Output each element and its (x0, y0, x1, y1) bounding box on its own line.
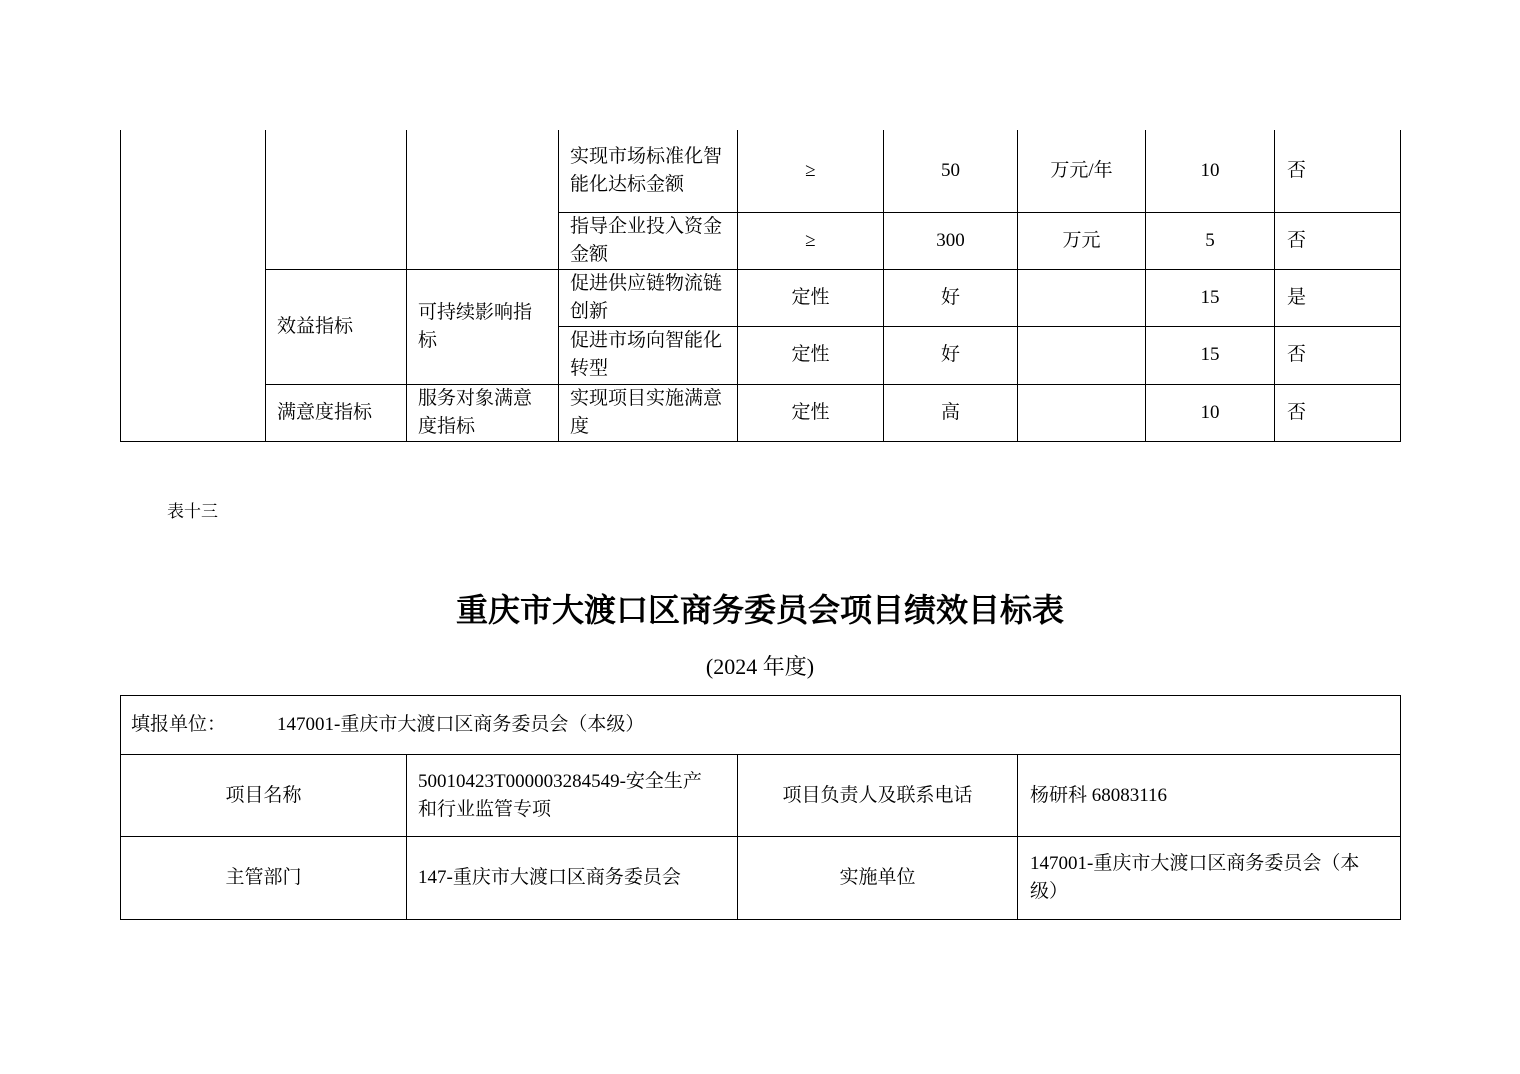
target-cell: 高 (884, 384, 1018, 441)
weight-cell: 10 (1146, 384, 1275, 441)
indicator-cell (559, 212, 738, 269)
project-name-value: 50010423T000003284549-安全生产和行业监管专项 (418, 770, 702, 820)
core-indicator-cell: 否 (1275, 212, 1401, 269)
target-cell: 50 (884, 130, 1018, 212)
level2-cell-empty (407, 130, 559, 269)
level2-text: 可持续影响指标 (418, 301, 533, 351)
indicator-cell (559, 130, 738, 212)
unit-cell: 万元 (1018, 212, 1146, 269)
department-label: 主管部门 (121, 837, 407, 920)
indicator-text: 实现市场标准化智能化达标金额 (570, 145, 723, 195)
implementing-unit-cell (1018, 837, 1401, 920)
level1-cell-satisfaction: 满意度指标 (266, 384, 407, 441)
reporting-unit-label: 填报单位： (131, 714, 227, 735)
level1-cell-empty (266, 130, 407, 269)
department-value: 147-重庆市大渡口区商务委员会 (407, 837, 738, 920)
implementing-unit-value: 147001-重庆市大渡口区商务委员会（本级） (1030, 853, 1360, 902)
table-row (121, 384, 1401, 441)
contact-value: 杨研科 68083116 (1018, 755, 1401, 837)
level1-cell-benefit: 效益指标 (266, 269, 407, 384)
operator-cell: 定性 (738, 326, 884, 384)
core-indicator-cell: 是 (1275, 269, 1401, 326)
page-subtitle: (2024 年度) (705, 654, 815, 679)
weight-cell: 10 (1146, 130, 1275, 212)
project-name-label: 项目名称 (121, 755, 407, 837)
table-caption: 表十三 (167, 502, 218, 521)
level2-text: 服务对象满意度指标 (418, 387, 533, 437)
target-cell: 好 (884, 326, 1018, 384)
table-row (121, 696, 1401, 755)
unit-cell (1018, 384, 1146, 441)
level2-cell-service-satisfaction (407, 384, 559, 441)
indicator-cell (559, 384, 738, 441)
level0-cell-empty (121, 130, 266, 441)
operator-cell: ≥ (738, 130, 884, 212)
page-title: 重庆市大渡口区商务委员会项目绩效目标表 (455, 592, 1064, 628)
contact-label: 项目负责人及联系电话 (738, 755, 1018, 837)
indicator-table-continued (120, 130, 1401, 442)
unit-cell (1018, 326, 1146, 384)
table-row (121, 755, 1401, 837)
indicator-text: 促进市场向智能化转型 (570, 330, 723, 379)
target-cell: 好 (884, 269, 1018, 326)
target-cell: 300 (884, 212, 1018, 269)
operator-cell: 定性 (738, 384, 884, 441)
indicator-text: 指导企业投入资金金额 (570, 215, 723, 265)
weight-cell: 15 (1146, 326, 1275, 384)
reporting-unit-value: 147001-重庆市大渡口区商务委员会（本级） (277, 714, 645, 735)
weight-cell: 15 (1146, 269, 1275, 326)
table-row (121, 269, 1401, 326)
core-indicator-cell: 否 (1275, 130, 1401, 212)
reporting-unit-cell (121, 696, 1401, 755)
weight-cell: 5 (1146, 212, 1275, 269)
unit-cell (1018, 269, 1146, 326)
table-row (121, 837, 1401, 920)
table-row (121, 130, 1401, 212)
indicator-cell (559, 269, 738, 326)
indicator-cell (559, 326, 738, 384)
operator-cell: 定性 (738, 269, 884, 326)
operator-cell: ≥ (738, 212, 884, 269)
indicator-text: 实现项目实施满意度 (570, 387, 723, 437)
project-info-table (120, 695, 1401, 920)
project-name-cell (407, 755, 738, 837)
core-indicator-cell: 否 (1275, 384, 1401, 441)
indicator-text: 促进供应链物流链创新 (570, 272, 723, 322)
core-indicator-cell: 否 (1275, 326, 1401, 384)
level2-cell-sustainable (407, 269, 559, 384)
implementing-unit-label: 实施单位 (738, 837, 1018, 920)
unit-cell: 万元/年 (1018, 130, 1146, 212)
